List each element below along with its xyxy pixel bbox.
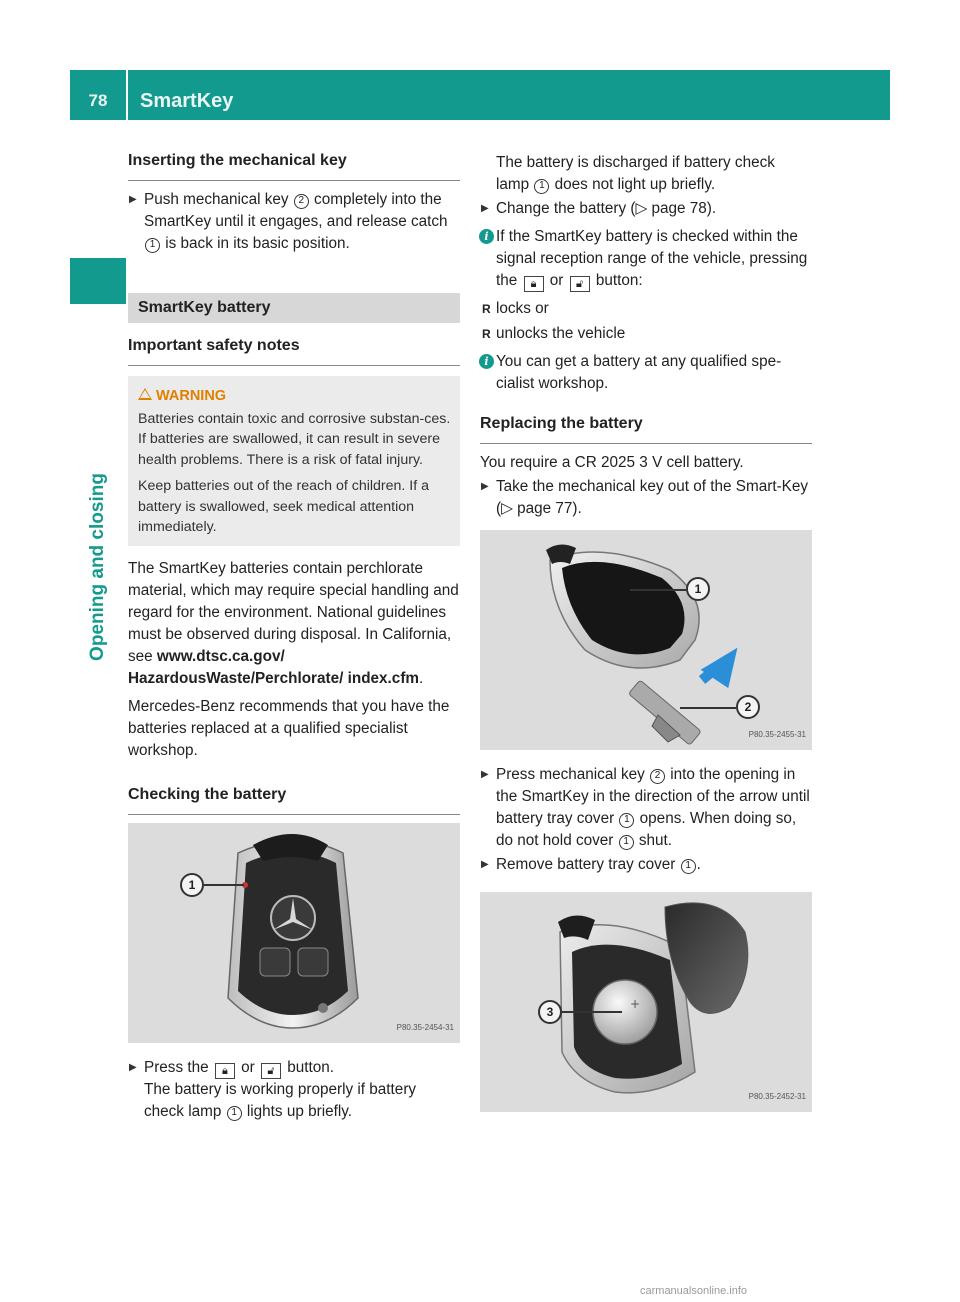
smartkey-illustration <box>128 823 460 1043</box>
text: The SmartKey batteries contain perchlorate material, which may require special handling and regard for the environment. National guidelines must be observed during disposal. In California, see <box>128 559 459 665</box>
warning-text-2: Keep batteries out of the reach of children. If a battery is swallowed, seek medical attention immediately. <box>138 478 430 535</box>
heading-inserting-key: Inserting the mechanical key <box>128 150 460 181</box>
svg-text:+: + <box>630 997 641 1011</box>
text: button: <box>591 272 643 289</box>
text: is back in its basic position. <box>161 235 350 252</box>
warning-text-1: Batteries contain toxic and corrosive substan-ces. If batteries are swallowed, it can result in severe health problems. There is a risk of fatal injury. <box>138 410 451 468</box>
recommendation-paragraph: Mercedes-Benz recommends that you have the batteries replaced at a qualified specialist workshop. <box>128 697 450 759</box>
step-change-battery: ▶ Change the battery (▷ page 78). <box>480 198 812 220</box>
callout-number: 1 <box>619 835 634 850</box>
battery-exposed-illustration <box>480 892 812 1112</box>
warning-header <box>138 386 452 407</box>
info-icon: i <box>479 229 494 244</box>
text: Press mechanical key <box>496 766 650 783</box>
smartkey-open-illustration <box>480 530 812 750</box>
unlock-icon: 🔓︎ <box>261 1063 281 1079</box>
step-press-button <box>128 1057 460 1123</box>
callout-1: 1 <box>686 577 710 601</box>
side-tab-marker <box>70 258 126 304</box>
text: If the SmartKey battery is checked within the signal reception range of the vehicle, pressing the <box>496 228 808 289</box>
text: The battery is working properly if battery check lamp <box>144 1080 417 1120</box>
callout-number: 2 <box>650 769 665 784</box>
text: or <box>236 1058 259 1076</box>
callout-number: 1 <box>534 179 549 194</box>
step-push-key <box>128 189 460 255</box>
bullet-unlocks: R unlocks the vehicle <box>480 323 812 345</box>
text: shut. <box>634 832 673 849</box>
text: opens. When doing so, do not hold cover <box>496 810 797 849</box>
page-header <box>70 70 890 120</box>
callout-leader <box>204 884 244 886</box>
step-take-key-out: ▶ Take the mechanical key out of the Smart-Key (▷ page 77). <box>480 476 812 520</box>
dtsc-link[interactable]: www.dtsc.ca.gov/ HazardousWaste/Perchlorate/ index.cfm <box>128 647 420 687</box>
callout-number: 1 <box>681 859 696 874</box>
page-title: SmartKey <box>140 90 234 112</box>
watermark: carmanualsonline.info <box>640 1285 748 1297</box>
unlock-icon: 🔓︎ <box>570 276 590 292</box>
left-column <box>128 150 460 1123</box>
step-remove-cover <box>480 854 812 876</box>
callout-leader <box>680 707 736 709</box>
figure-smartkey-check-lamp <box>128 823 460 1043</box>
figure-code: P80.35-2455-31 <box>748 730 806 739</box>
text: into the opening in the SmartKey in the direction of the arrow until battery tray cover <box>496 766 810 827</box>
heading-safety-notes: Important safety notes <box>128 335 460 366</box>
bullet-locks: R locks or <box>480 298 812 320</box>
discharged-paragraph <box>480 152 812 196</box>
info-battery-workshop <box>480 351 812 395</box>
callout-2: 2 <box>736 695 760 719</box>
perchlorate-paragraph <box>128 558 460 690</box>
lock-icon: 🔒︎ <box>524 276 544 292</box>
heading-checking-battery: Checking the battery <box>128 784 460 815</box>
warning-title: WARNING <box>156 388 227 404</box>
callout-number: 1 <box>227 1106 242 1121</box>
text: . <box>419 669 424 687</box>
figure-open-battery-tray <box>480 530 812 750</box>
callout-3: 3 <box>538 1000 562 1024</box>
lock-icon: 🔒︎ <box>215 1063 235 1079</box>
step-press-key-opening <box>480 764 812 852</box>
text: Remove battery tray cover <box>496 856 680 873</box>
warning-box <box>128 376 460 546</box>
text: button. <box>282 1058 335 1076</box>
text: or <box>545 272 568 289</box>
text: Push mechanical key <box>144 191 293 208</box>
text: Press the <box>144 1058 213 1076</box>
text: completely into the SmartKey until it engages, and release catch <box>144 191 448 230</box>
callout-number: 1 <box>145 238 160 253</box>
side-section-label <box>76 473 120 661</box>
callout-leader <box>562 1011 622 1013</box>
callout-number: 1 <box>619 813 634 828</box>
section-band-smartkey-battery: SmartKey battery <box>128 293 460 323</box>
text: lights up briefly. <box>242 1102 353 1120</box>
side-section-label-text: Opening and closing <box>87 473 108 661</box>
callout-leader <box>630 589 686 591</box>
text: The battery is discharged if battery check lamp <box>496 154 775 193</box>
right-column <box>480 152 812 1112</box>
callout-1: 1 <box>180 873 204 897</box>
info-reception-range <box>480 226 812 292</box>
text: You can get a battery at any qualified spe-cialist workshop. <box>496 353 782 392</box>
figure-code: P80.35-2452-31 <box>748 1092 806 1101</box>
warning-icon <box>138 388 152 400</box>
info-icon: i <box>479 354 494 369</box>
page-number: 78 <box>88 91 108 110</box>
text: does not light up briefly. <box>550 176 716 193</box>
heading-replacing-battery: Replacing the battery <box>480 413 812 444</box>
text: . <box>696 856 701 873</box>
callout-number: 2 <box>294 194 309 209</box>
battery-type-paragraph: You require a CR 2025 3 V cell battery. <box>480 454 744 471</box>
figure-battery-exposed <box>480 892 812 1112</box>
figure-code: P80.35-2454-31 <box>396 1022 454 1032</box>
header-divider <box>126 70 128 120</box>
